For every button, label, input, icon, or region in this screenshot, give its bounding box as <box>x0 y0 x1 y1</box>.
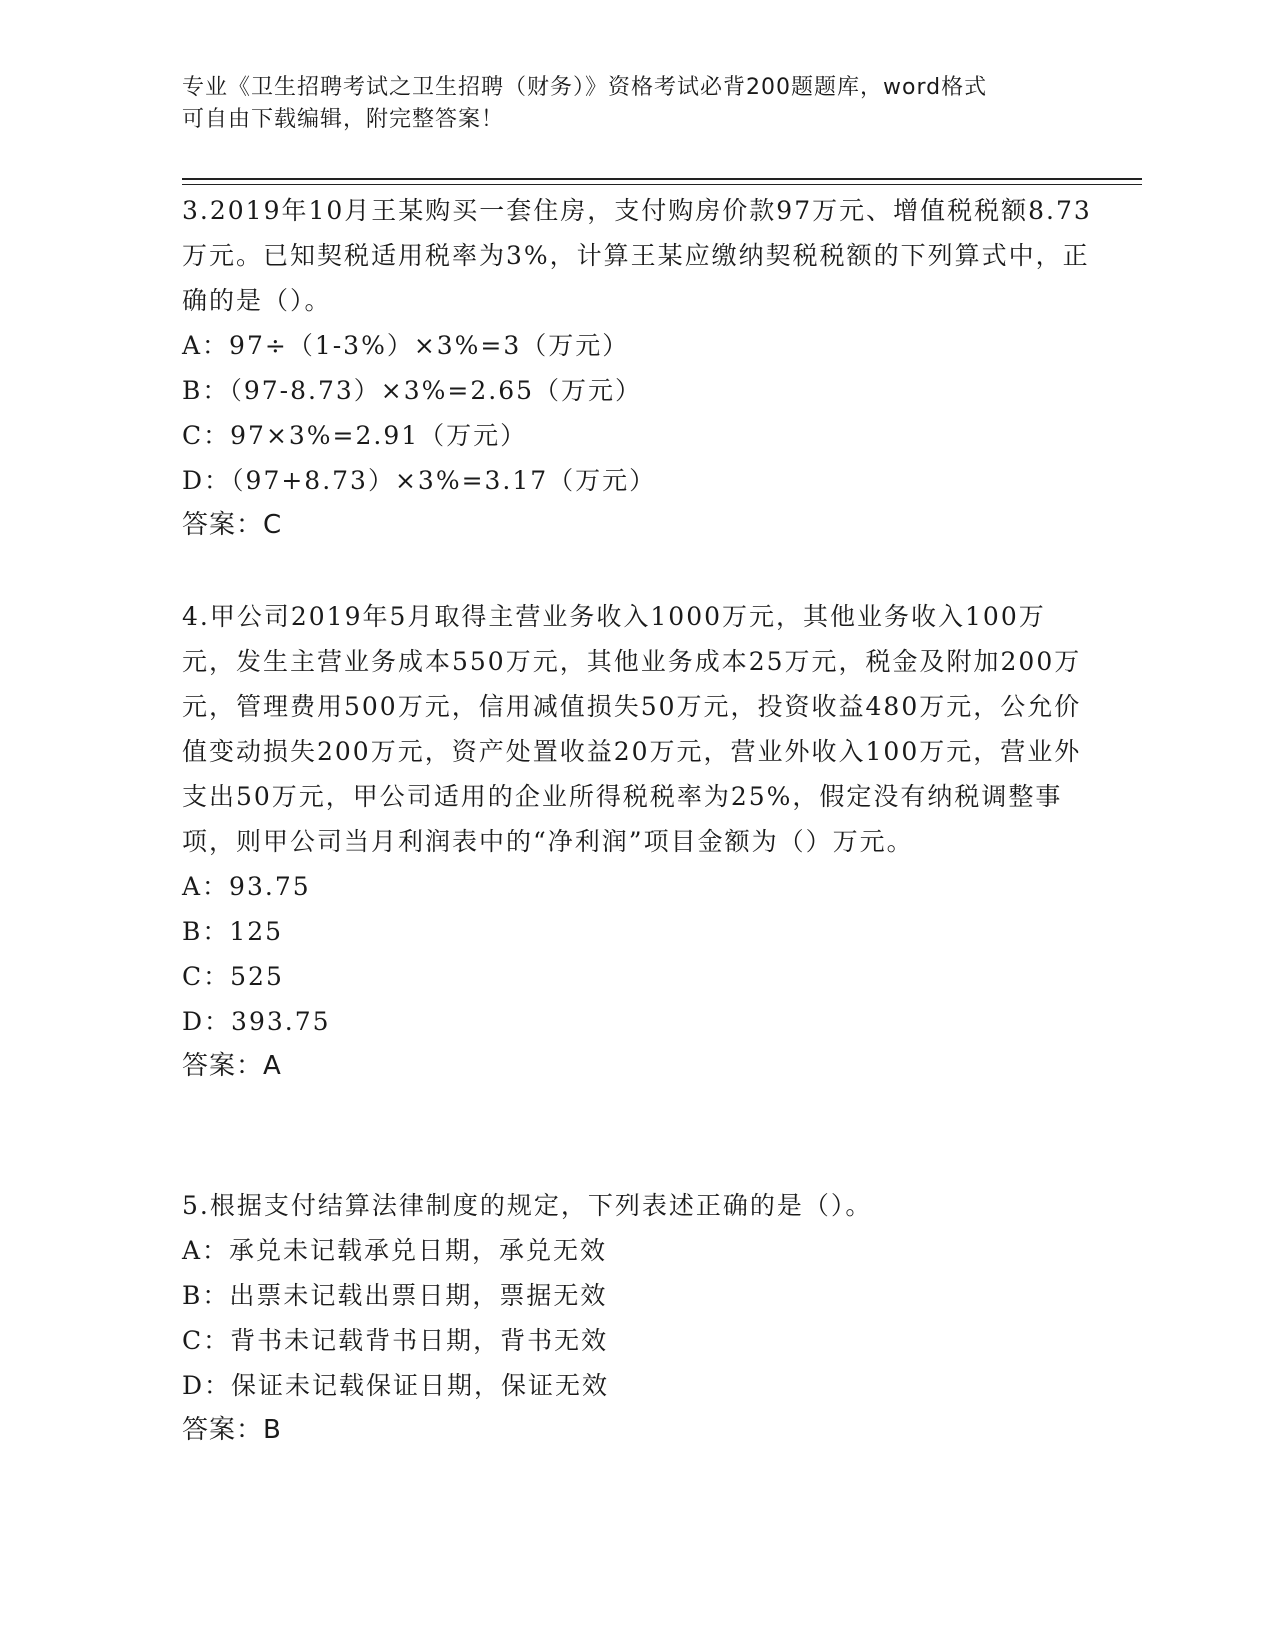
option-c: C：525 <box>182 962 284 991</box>
question-3 <box>182 188 1092 548</box>
document-header <box>182 72 1082 136</box>
question-stem: 5.根据支付结算法律制度的规定，下列表述正确的是（）。 <box>182 1191 873 1220</box>
question-stem: 4.甲公司2019年5月取得主营业务收入1000万元，其他业务收入100万元，发生主营业务成本550万元，其他业务成本25万元，税金及附加200万元，管理费用500万元，信用减值损失50万元，投资收益480万元，公允价值变动损失200万元，资产处置收益20万元，营业外收入100万元，营业外支出50万元，甲公司适用的企业所得税税率为25%，假定没有纳税调整事项，则甲公司当月利润表中的“净利润”项目金额为（）万元。 <box>182 602 1082 856</box>
question-stem: 3.2019年10月王某购买一套住房，支付购房价款97万元、增值税税额8.73万元。已知契税适用税率为3%，计算王某应缴纳契税税额的下列算式中，正确的是（）。 <box>182 196 1092 315</box>
option-a: A：承兑未记载承兑日期，承兑无效 <box>182 1236 608 1265</box>
answer-value: C <box>263 510 283 540</box>
question-5 <box>182 1183 1092 1453</box>
answer-label: 答案： <box>182 510 264 540</box>
answer-line <box>182 1408 1092 1453</box>
answer-label: 答案： <box>182 1051 264 1081</box>
option-a: A：97÷（1-3%）×3%=3（万元） <box>182 331 630 360</box>
header-rule-thin <box>182 184 1142 185</box>
option-b: B：出票未记载出票日期，票据无效 <box>182 1281 608 1310</box>
header-rule-thick <box>182 178 1142 180</box>
option-b: B：（97-8.73）×3%=2.65（万元） <box>182 376 643 405</box>
answer-value: B <box>263 1415 282 1445</box>
option-d: D：保证未记载保证日期，保证无效 <box>182 1371 610 1400</box>
answer-line <box>182 503 1092 548</box>
option-d: D：（97+8.73）×3%=3.17（万元） <box>182 466 657 495</box>
option-b: B：125 <box>182 917 284 946</box>
option-c: C：背书未记载背书日期，背书无效 <box>182 1326 609 1355</box>
question-4 <box>182 594 1092 1089</box>
option-d: D：393.75 <box>182 1007 331 1036</box>
header-line-2: 可自由下载编辑，附完整答案！ <box>182 107 505 132</box>
option-a: A：93.75 <box>182 872 311 901</box>
answer-value: A <box>263 1051 282 1081</box>
header-line-1: 专业《卫生招聘考试之卫生招聘（财务）》资格考试必背200题题库，word格式 <box>182 75 988 100</box>
answer-line <box>182 1044 1092 1089</box>
option-c: C：97×3%=2.91（万元） <box>182 421 528 450</box>
answer-label: 答案： <box>182 1415 264 1445</box>
